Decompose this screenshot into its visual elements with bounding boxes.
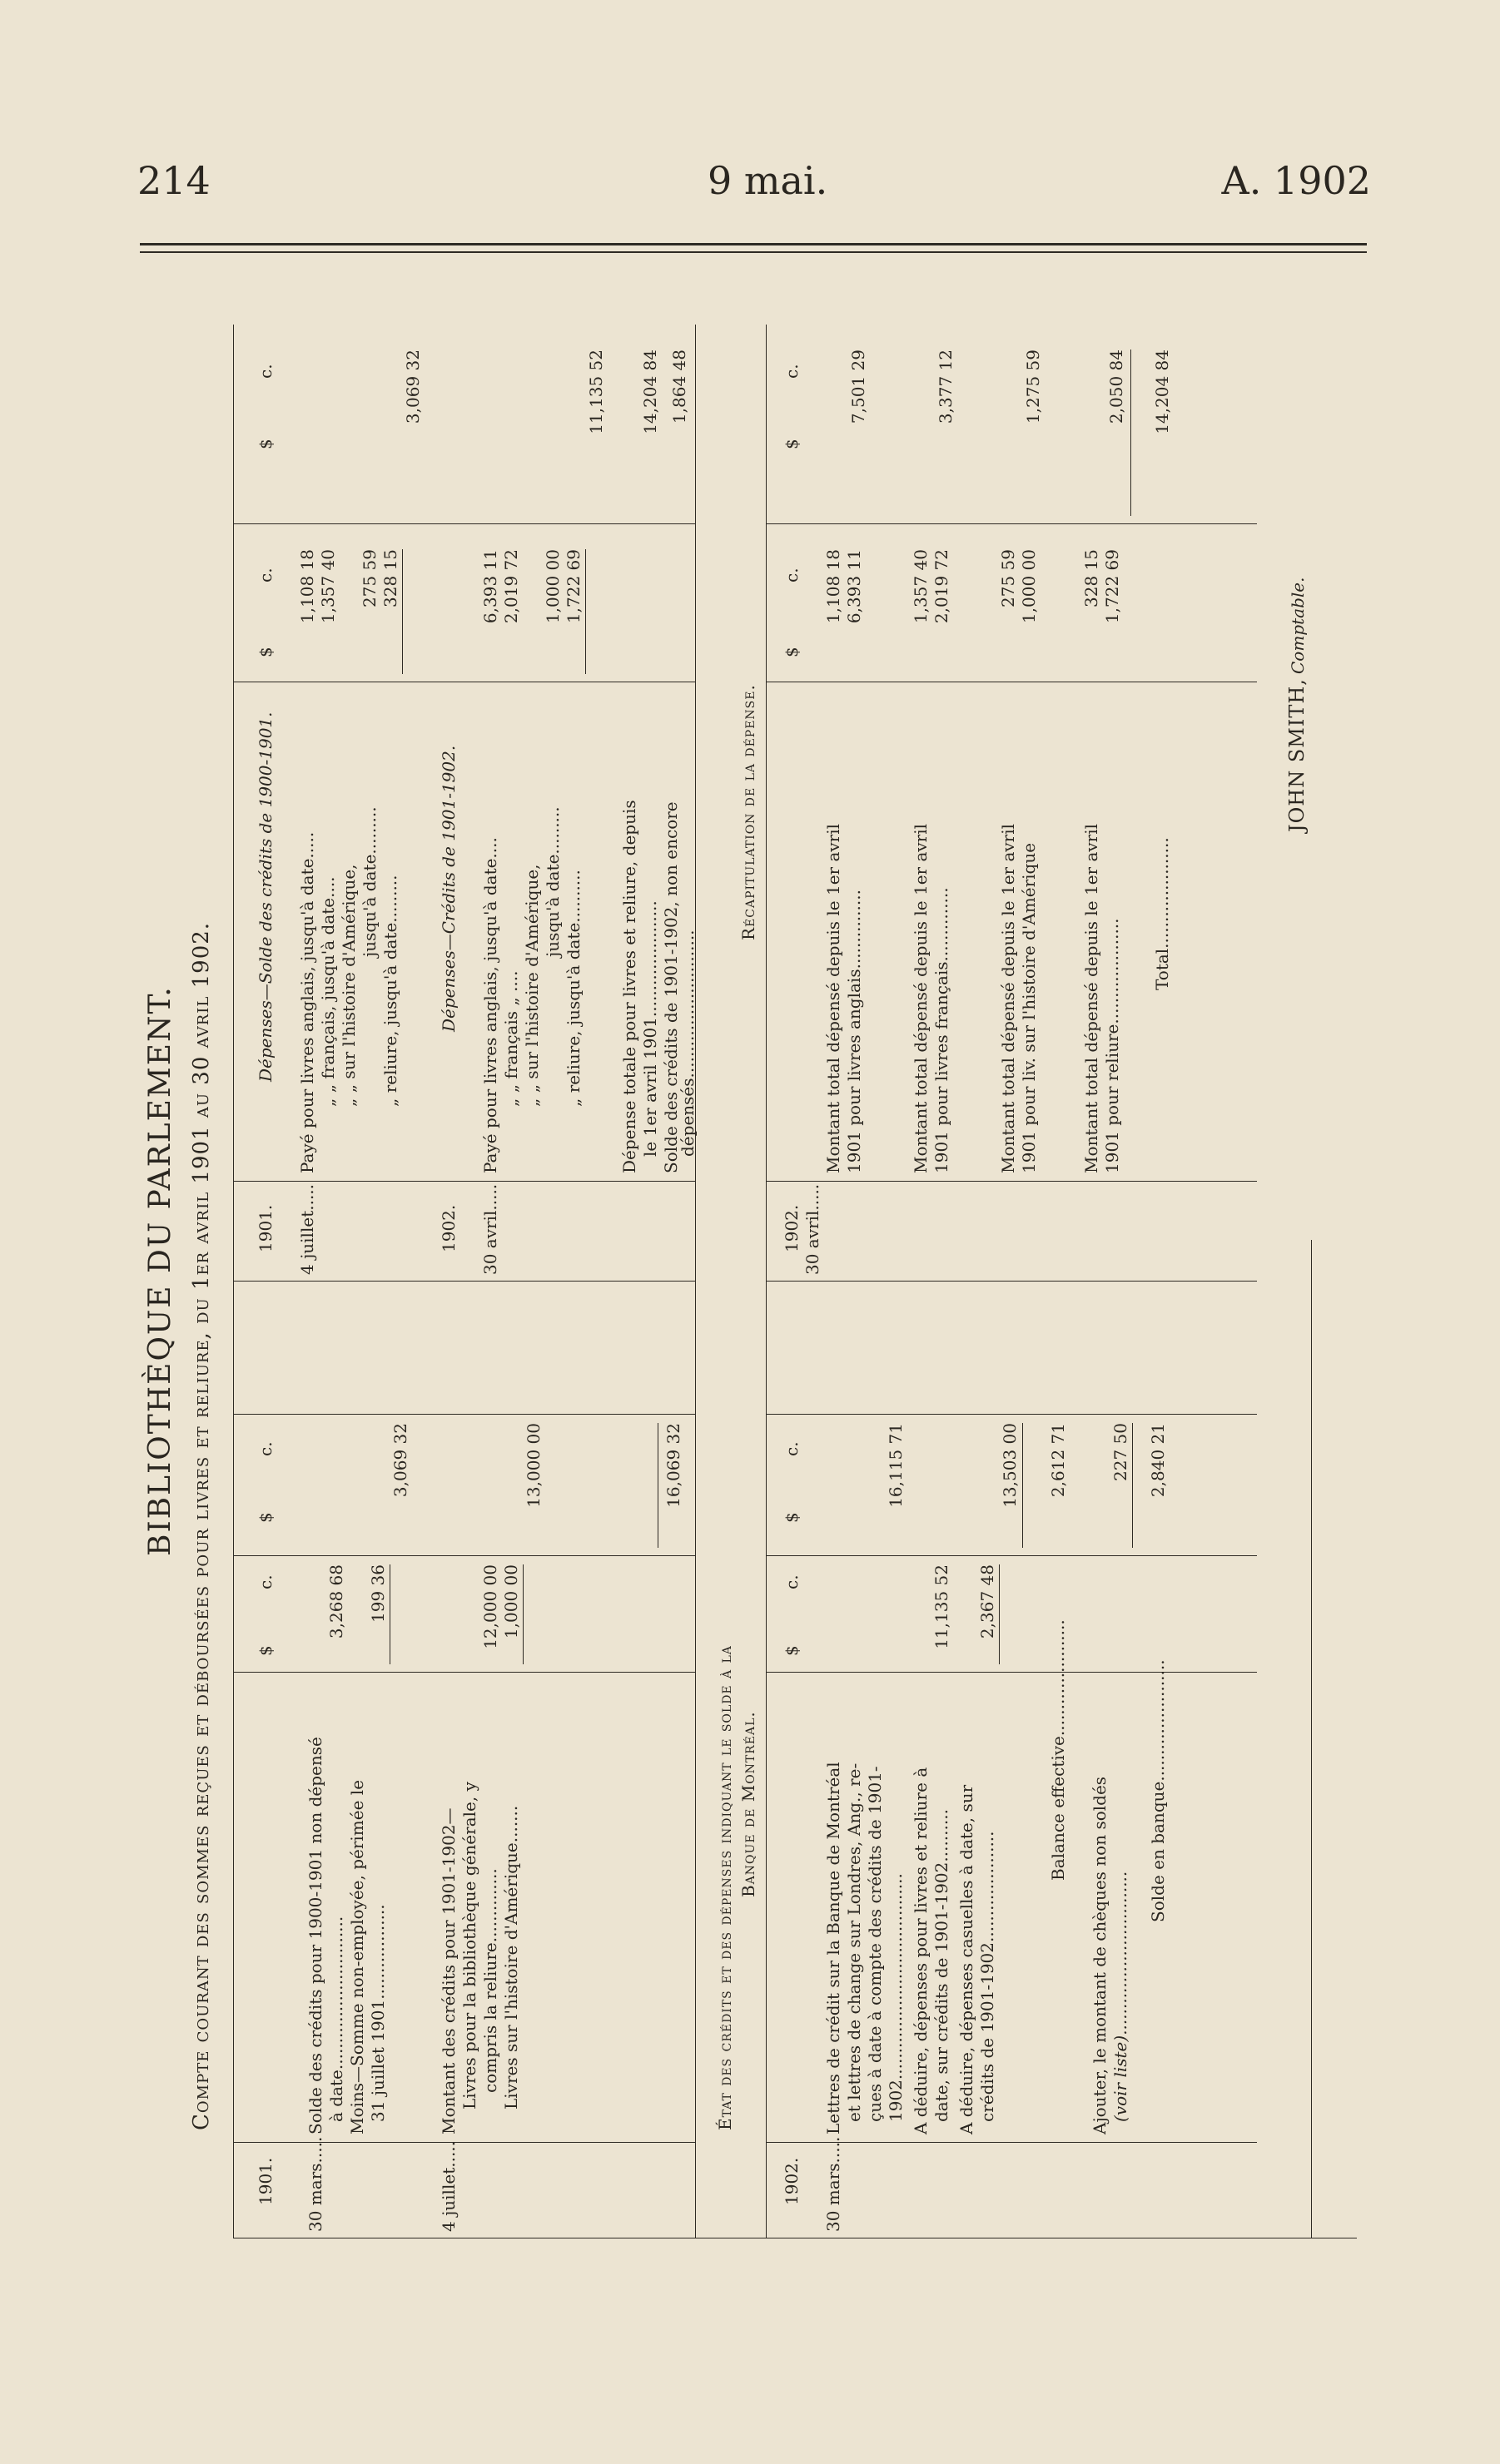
bank-heading-sub: Banque de Montréal.	[738, 1711, 758, 1897]
expenses-amount: 1,108 18	[297, 549, 317, 624]
recap-amount: 2,019 72	[931, 549, 951, 624]
expenses-date-30-avril: 30 avril.....	[480, 1183, 500, 1275]
expenses-amount: 1,722 69	[564, 549, 584, 624]
bank-effective-balance: 2,612 71	[1048, 1423, 1068, 1498]
receipts-amount: 12,000 00	[480, 1564, 500, 1649]
recap-dollar-header: $	[782, 647, 802, 657]
receipts-grand-total: 16,069 32	[663, 1423, 683, 1508]
bank-balance: 2,840 21	[1148, 1423, 1168, 1498]
expenses-year-1902: 1902.	[439, 1204, 459, 1252]
expenses-amount: 1,000 00	[543, 549, 563, 624]
recap-subtotal: 1,275 59	[1023, 350, 1043, 424]
bank-date-30-mars: 30 mars.....	[823, 2136, 843, 2232]
recap-date-30-avril: 30 avril.....	[802, 1183, 822, 1275]
expenses-amount: 328 15	[380, 549, 400, 607]
recap-amount: 1,108 18	[823, 549, 843, 624]
recap-heading: Récapitulation de la dépense.	[738, 684, 758, 940]
expenses-amount: 1,357 40	[318, 549, 338, 624]
frame-top	[233, 325, 234, 2238]
expenses-amount: 2,019 72	[501, 549, 521, 624]
receipts-expenses-divider	[233, 1281, 695, 1282]
bank-dollar-header: $	[782, 1645, 802, 1656]
bank-recap-divider	[766, 1281, 1257, 1282]
expenses-total-dollar-header: $	[256, 439, 276, 449]
receipts-subtotal: 13,000 00	[524, 1423, 544, 1508]
bank-uncashed-cheques: 227 50	[1110, 1423, 1130, 1481]
bank-deduction: 2,367 48	[977, 1564, 997, 1639]
receipts-date-30-mars: 30 mars.....	[305, 2136, 325, 2232]
receipts-total-dollar-header: $	[256, 1512, 276, 1523]
expenses-date-4-juillet: 4 juillet.....	[297, 1183, 317, 1275]
recap-total-cents-header: c.	[782, 364, 802, 379]
section-divider-mid	[695, 325, 696, 2238]
expenses-cents-header: c.	[256, 568, 276, 583]
receipts-subtotal: 3,069 32	[390, 1423, 410, 1498]
bank-cents-header: c.	[782, 1574, 802, 1589]
expenses-dollar-header: $	[256, 647, 276, 657]
receipts-amount: 1,000 00	[501, 1564, 521, 1639]
receipts-year-1901: 1901.	[256, 2157, 276, 2205]
page-year: A. 1902	[1221, 158, 1371, 203]
receipts-date-4-juillet: 4 juillet.....	[439, 2140, 459, 2232]
recap-amount: 275 59	[998, 549, 1018, 607]
expenses-amount: 6,393 11	[480, 549, 500, 624]
header-rule-thin	[140, 251, 1367, 253]
receipts-amount: 199 36	[368, 1564, 388, 1623]
header-rule	[140, 243, 1367, 245]
recap-total-dollar-header: $	[782, 439, 802, 449]
receipts-amount: 3,268 68	[326, 1564, 346, 1639]
receipts-dollar-header: $	[256, 1645, 276, 1656]
expenses-section-1901-1902: Dépenses—Crédits de 1901-1902.	[439, 745, 459, 1032]
rotated-table: BIBLIOTHÈQUE DU PARLEMENT. Compte courant des sommes reçues et déboursées pour livres et reliure, du 1er avril 1901 au 30 avril 1902. $ c. $ c. 1901. 30 mars..... Solde des crédits pour 1900-1901 non dépensé à date............................. 3,268 68 Moins—Somme non-employée, périmée le 31 juillet 1901.................. 199 36 3,069 32 4 juillet..... Montant des crédits pour 1901-1902— Livres pour la bibliothèque générale, y compris la reliure.............. 12,000 00 Livres sur l'histoire d'Amérique....... 1,000 00 13,000 00 16,069 32 $ c. $ c. 1901. Dépenses—Solde des crédits de 1900-1901. 4 juillet..... Payé pour livres anglais, jusqu'à date..... 1,108 18 „ „ français, jusqu'à date.... 1,357 40 „ „ sur l'histoire d'Amérique, jusqu'à date......... 275 59 „ reliure, jusqu'à date......... 328 15 3,069 32 1902. Dépenses—Crédits de 1901-1902. 30 avril..... Payé pour livres anglais, jusqu'à date.... 6,393 11 „ „ français „ .... 2,019 72 „ „ sur l'histoire d'Amérique, jusqu'à date......... 1,000 00 „ reliure, jusqu'à date.......... 1,722 69 11,135 52 Dépense totale pour livres et reliure, depuis le 1er avril 1901...................... 14,204 84 Solde des crédits de 1901-1902, non encore dépensés............................ 1,864 48 État des crédits et des dépenses indiquant le solde à la Banque de Montréal. $ c. $ c. 1902. 30 mars..... Lettres de crédit sur la Banque de Montréal et lettres de change sur Londres, Ang., re- çues à date à compte des crédits de 1901- 1902....................................... 16,115 71 A déduire, dépenses pour livres et reliure à date, sur crédits de 1901-1902.......... 11,135 52 A déduire, dépenses casuelles à date, sur crédits de 1901-1902..................... 2,367 48 13,503 00 Balance effective...................... 2,612 71 Ajouter, le montant de chèques non soldés (voir liste)............................... 227 50 Solde en banque....................... 2,840 21 Récapitulation de la dépense. $ c. $ c. 1902. 30 avril..... Montant total dépensé depuis le 1er avril 1901 pour livres anglais............... 1,108 18 6,393 11 7,501 29 Montant total dépensé depuis le 1er avril 1901 pour livres français.............. 1,357 40 2,019 72 3,377 12 Montant total dépensé depuis le 1er avril 1901 pour liv. sur l'histoire d'Amérique 275 59 1,000 00 1,275 59 Montant total dépensé depuis le 1er avril 1901 pour reliure.................... 328 15 1,722 69 2,050 84 Total..................... 14,204 84 JOHN SMITH, Comptable.	[133, 316, 1365, 2238]
expenses-year-1901: 1901.	[256, 1204, 276, 1252]
recap-subtotal: 3,377 12	[936, 350, 956, 424]
expenses-subtotal: 3,069 32	[403, 350, 423, 424]
bank-year-1902: 1902.	[782, 2157, 802, 2205]
expenses-amount: 275 59	[360, 549, 380, 607]
recap-cents-header: c.	[782, 568, 802, 583]
bank-credits-total: 16,115 71	[886, 1423, 906, 1508]
receipts-cents-header: c.	[256, 1574, 276, 1589]
page-number: 214	[137, 158, 211, 203]
recap-amount: 328 15	[1081, 549, 1101, 607]
recap-amount: 6,393 11	[844, 549, 864, 624]
recap-grand-total: 14,204 84	[1152, 350, 1172, 434]
bank-total-dollar-header: $	[782, 1512, 802, 1523]
bank-deductions-total: 13,503 00	[1000, 1423, 1020, 1508]
receipts-total-cents-header: c.	[256, 1441, 276, 1456]
expenses-total-spent: 14,204 84	[640, 350, 660, 434]
recap-amount: 1,000 00	[1019, 549, 1039, 624]
document-subtitle: Compte courant des sommes reçues et déboursées pour livres et reliure, du 1er avril 1901 au 30 avril 1902.	[189, 921, 214, 2130]
recap-subtotal: 2,050 84	[1106, 350, 1126, 424]
bank-total-cents-header: c.	[782, 1441, 802, 1456]
signature-name: JOHN SMITH,	[1285, 678, 1309, 832]
expenses-section-1900-1901: Dépenses—Solde des crédits de 1900-1901.	[256, 711, 276, 1082]
document-title: BIBLIOTHÈQUE DU PARLEMENT.	[143, 985, 177, 1556]
expenses-unspent-balance: 1,864 48	[669, 350, 689, 424]
expenses-subtotal: 11,135 52	[586, 350, 606, 434]
bank-heading: État des crédits et des dépenses indiquant le solde à la	[715, 1645, 735, 2130]
signature-role: Comptable.	[1288, 577, 1308, 674]
recap-amount: 1,722 69	[1102, 549, 1122, 624]
expenses-total-cents-header: c.	[256, 364, 276, 379]
page-date: 9 mai.	[708, 158, 828, 203]
recap-subtotal: 7,501 29	[848, 350, 868, 424]
bank-deduction: 11,135 52	[931, 1564, 951, 1649]
section-divider-bottom	[1311, 1240, 1312, 2238]
recap-year-1902: 1902.	[782, 1204, 802, 1252]
recap-amount: 1,357 40	[911, 549, 931, 624]
